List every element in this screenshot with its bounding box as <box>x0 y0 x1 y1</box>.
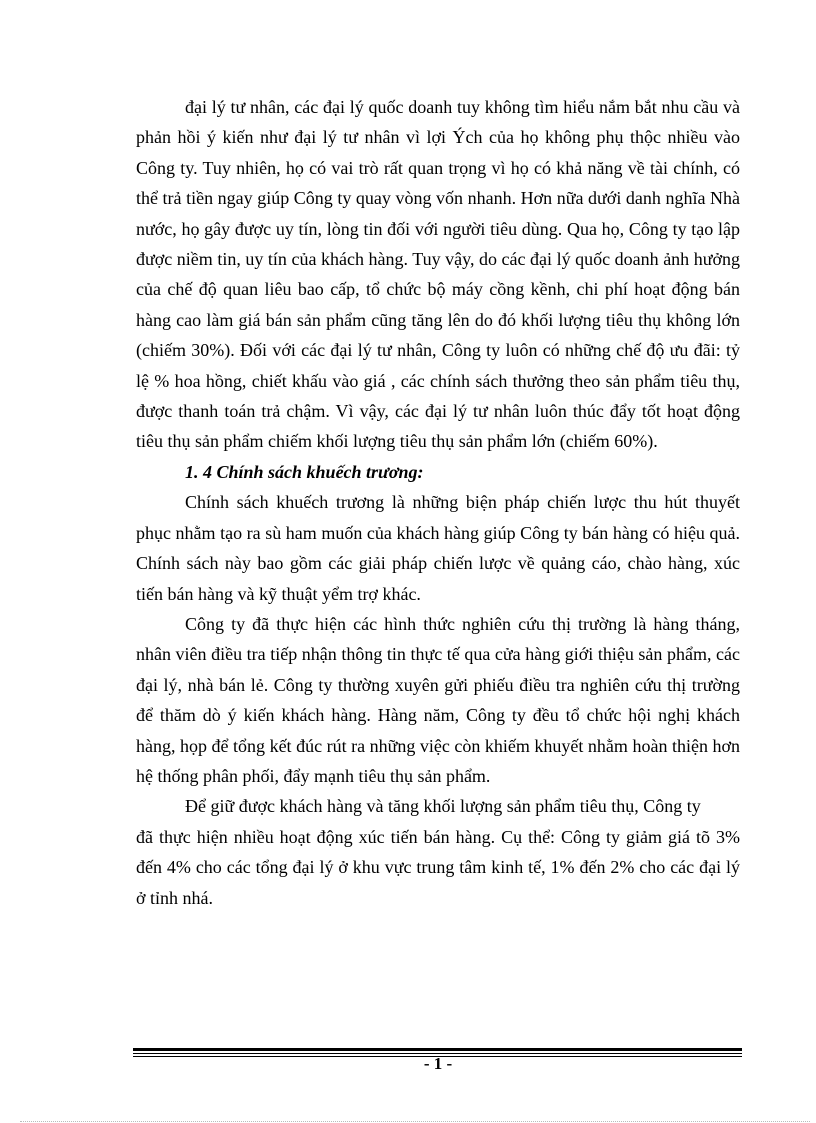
section-heading: 1. 4 Chính sách khuếch trương: <box>185 461 424 482</box>
page-bottom-border <box>20 1121 810 1122</box>
page-number: - 1 - <box>423 1054 453 1073</box>
paragraph-market-research: Công ty đã thực hiện các hình thức nghiên cứu thị trường là hàng tháng, nhân viên điều tra tiếp nhận thông tin thực tế qua cửa hàng giới thiệu sản phẩm, các đại lý, nhà bán lẻ. Công ty thường xuyên gửi phiếu điều tra nghiên cứu thị trường để thăm dò ý kiến khách hàng. Hàng năm, Công ty đều tổ chức hội nghị khách hàng, họp để tổng kết đúc rút ra những việc còn khiếm khuyết nhằm hoàn thiện hơn hệ thống phân phối, đẩy mạnh tiêu thụ sản phẩm. <box>136 613 740 786</box>
paragraph-customer-retention: Để giữ được khách hàng và tăng khối lượng sản phẩm tiêu thụ, Công ty <box>185 796 701 817</box>
paragraph-distribution-agents: đại lý tư nhân, các đại lý quốc doanh tuy không tìm hiểu nắm bắt nhu cầu và phản hồi ý kiến như đại lý tư nhân vì lợi Ých của họ không phụ thộc nhiều vào Công ty. Tuy nhiên, họ có vai trò rất quan trọng vì họ có khả năng về tài chính, có thể trả tiền ngay giúp Công ty quay vòng vốn nhanh. Hơn nữa dưới danh nghĩa Nhà nước, họ gây được uy tín, lòng tin đối với người tiêu dùng. Qua họ, Công ty tạo lập được niềm tin, uy tín của khách hàng. Tuy vậy, do các đại lý quốc doanh ảnh hưởng của chế độ quan liêu bao cấp, tổ chức bộ máy cồng kềnh, chi phí hoạt động bán hàng cao làm giá bán sản phẩm cũng tăng lên do đó khối lượng tiêu thụ không lớn (chiếm 30%). Đối với các đại lý tư nhân, Công ty luôn có những chế độ ưu đãi: tỷ lệ % hoa hồng, chiết khấu vào giá , các chính sách thưởng theo sản phẩm tiêu thụ, được thanh toán trả chậm. Vì vậy, các đại lý tư nhân luôn thúc đẩy tốt hoạt động tiêu thụ sản phẩm chiếm khối lượng tiêu thụ sản phẩm lớn (chiếm 60%). <box>136 97 740 452</box>
page-body <box>136 92 740 913</box>
paragraph-promotion-policy: Chính sách khuếch trương là những biện pháp chiến lược thu hút thuyết phục nhằm tạo ra sù ham muốn của khách hàng giúp Công ty bán hàng có hiệu quả. Chính sách này bao gồm các giải pháp chiến lược về quảng cáo, chào hàng, xúc tiến bán hàng và kỹ thuật yểm trợ khác. <box>136 492 740 604</box>
footer-rule-thick <box>133 1048 742 1051</box>
paragraph-sales-promotion: đã thực hiện nhiều hoạt động xúc tiến bán hàng. Cụ thể: Công ty giảm giá tõ 3% đến 4% cho các tổng đại lý ở khu vực trung tâm kinh tế, 1% đến 2% cho các đại lý ở tỉnh nhá. <box>136 826 740 908</box>
